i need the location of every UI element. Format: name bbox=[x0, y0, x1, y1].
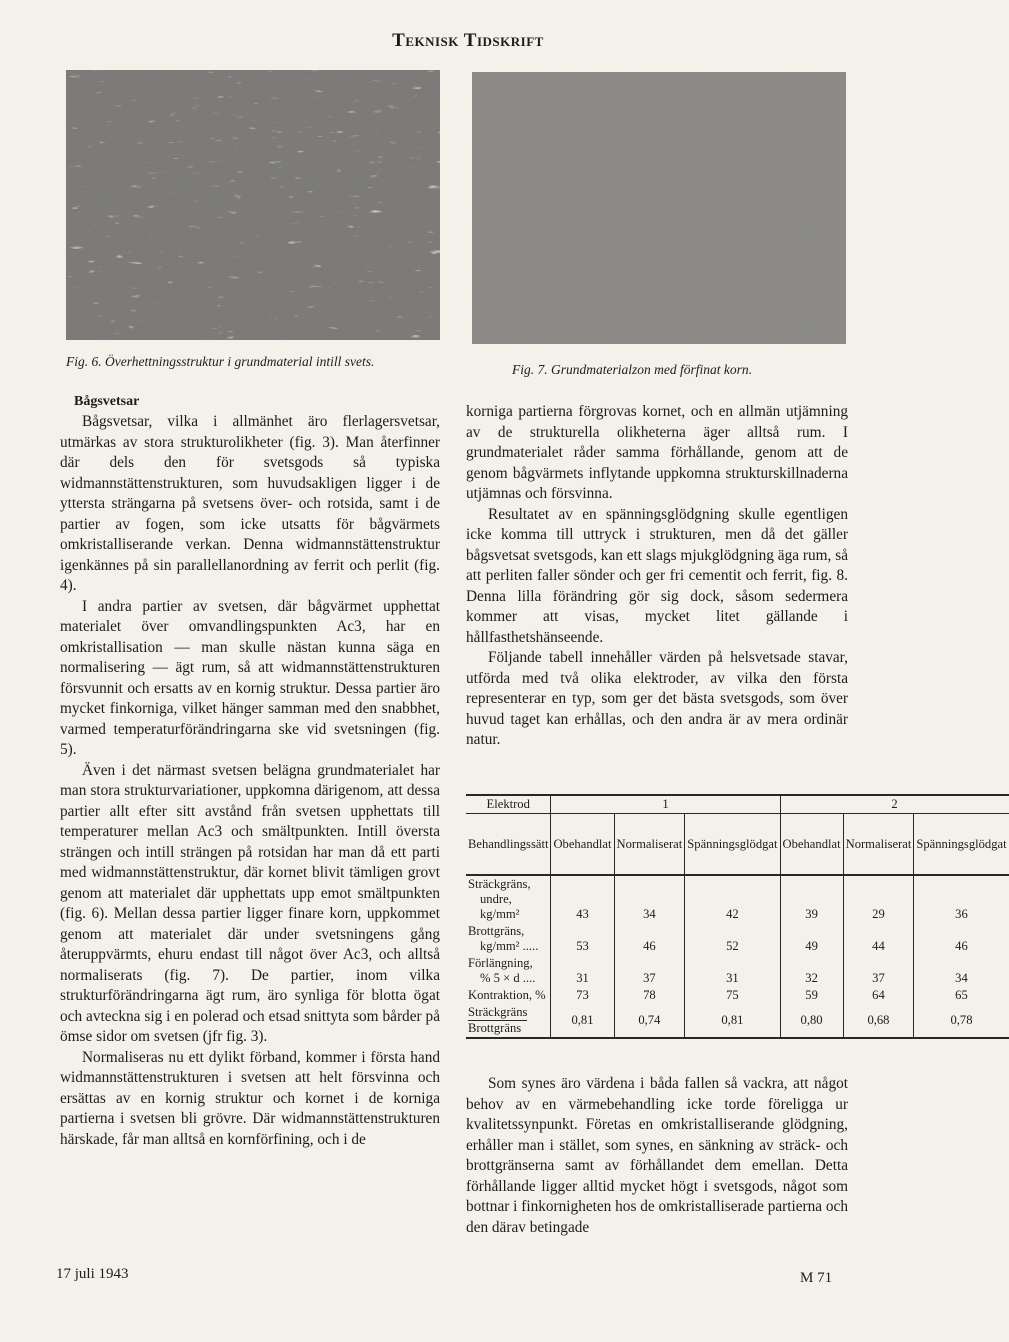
table-cell: 42 bbox=[685, 875, 780, 923]
micrograph-fine-icon bbox=[472, 72, 846, 344]
results-table bbox=[466, 794, 1009, 1039]
right-column-bottom bbox=[466, 1074, 848, 1238]
table-row bbox=[466, 1004, 1009, 1038]
table-cell: 0,80 bbox=[780, 1004, 843, 1038]
row-label: Sträckgräns, bbox=[468, 877, 531, 891]
treatment-col: Obehandlat bbox=[551, 814, 614, 876]
row-label: Sträckgräns bbox=[468, 1005, 528, 1019]
treatment-col: Normaliserat bbox=[843, 814, 914, 876]
table-cell: 0,81 bbox=[685, 1004, 780, 1038]
table-cell: 0,68 bbox=[843, 1004, 914, 1038]
paragraph: I andra partier av svetsen, där bågvärmet upphettat materialet över omvandlingspunkten Ac3, har en omkristallisation — man skulle nästan kunna säga en normalisering — ägt rum, så att widmannstättenstrukturen försvunnit och ersatts av en kornig struktur. Dessa partier äro mycket finkorniga, vilket hänger samman med den snabbhet, varmed temperaturförändringarna ske vid svetsningen (fig. 5). bbox=[60, 597, 440, 758]
electrode-2-header: 2 bbox=[780, 795, 1009, 814]
table-cell: 0,74 bbox=[614, 1004, 685, 1038]
treatment-col: Spänningsglödgat bbox=[914, 814, 1009, 876]
figure-7-caption: Fig. 7. Grundmaterialzon med förfinat korn. bbox=[512, 362, 752, 377]
table-cell: 49 bbox=[780, 923, 843, 955]
table-cell: 31 bbox=[685, 955, 780, 987]
paragraph: Som synes äro värdena i båda fallen så vackra, att något behov av en värmebehandling icke torde föreligga ur kvalitetssynpunkt. Företas en omkristalliserande glödgning, erhåller man i stället, som synes, en sänkning av sträck- och brottgränserna samt av förhållandet dem emellan. Detta förhållande ligger alltid mycket högt i svetsgods, något som bottnar i finkornigheten hos de omkristalliserade partierna och den därav betingade bbox=[466, 1075, 848, 1236]
electrode-1-header: 1 bbox=[551, 795, 780, 814]
paragraph: Normaliseras nu ett dylikt förband, kommer i första hand widmannstättenstrukturen i svetsen att helt försvinna och ersättas av en kornig struktur och kornet i de korniga partierna i svetsen bli grövre. Där widmannstättenstrukturen härskade, får man alltså en kornförfining, och i de bbox=[60, 1048, 440, 1148]
right-column-top bbox=[466, 402, 848, 751]
section-heading: Bågsvetsar bbox=[74, 394, 140, 409]
micrograph-coarse-icon bbox=[66, 70, 440, 340]
treatment-header: Behandlingssätt bbox=[466, 814, 551, 876]
table-cell: 32 bbox=[780, 955, 843, 987]
table-cell: 39 bbox=[780, 875, 843, 923]
table-row bbox=[466, 987, 1009, 1004]
table-cell: 34 bbox=[914, 955, 1009, 987]
row-label: Brottgräns bbox=[468, 1021, 522, 1035]
paragraph: korniga partierna förgrovas kornet, och en allmän utjämning av de strukturella olikheterna äger alltså rum. I grundmaterialet råder samma förhållande, genom att de genom bågvärmets inflytande uppkomna strukturskillnaderna utjämnas och försvinna. bbox=[466, 403, 848, 502]
row-label: Kontraktion, % bbox=[468, 988, 546, 1002]
page-number: M 71 bbox=[800, 1270, 833, 1286]
table-row bbox=[466, 875, 1009, 923]
paragraph: Resultatet av en spänningsglödgning skulle egentligen icke komma till uttryck i strukturen, men då det gäller bågsvetsat svetsgods, kan ett slags mjukglödgning äga rum, så att perliten faller sönder och ger fri cementit och ferrit, fig. 8. Denna lilla förändring gör sig dock, såsom sedermera kommer att visas, mycket litet gällande i hållfasthetshänseende. bbox=[466, 505, 848, 646]
table-cell: 59 bbox=[780, 987, 843, 1004]
paragraph: Bågsvetsar, vilka i allmänhet äro flerlagersvetsar, utmärkas av stora strukturolikheter (fig. 3). Man återfinner där dels den för svetsgods så typiska widmannstättenstrukturen, som huvudsakligen ligger i de yttersta strängarna på svetsens över- och rotsida, samt i de partier av fogen, som icke utsatts för bågvärmets omkristalliserande verkan. Denna widmannstättenstruktur igenkännes på sin parallellanordning av ferrit och perlit (fig. 4). bbox=[60, 413, 440, 594]
row-label: Brottgräns, bbox=[468, 924, 525, 938]
table-row bbox=[466, 923, 1009, 955]
journal-title: Teknisk Tidskrift bbox=[392, 30, 544, 51]
table-cell: 46 bbox=[914, 923, 1009, 955]
electrode-header: Elektrod bbox=[466, 795, 551, 814]
table-cell: 65 bbox=[914, 987, 1009, 1004]
table-cell: 37 bbox=[843, 955, 914, 987]
table-cell: 53 bbox=[551, 923, 614, 955]
table-cell: 31 bbox=[551, 955, 614, 987]
table-row bbox=[466, 955, 1009, 987]
table-cell: 0,78 bbox=[914, 1004, 1009, 1038]
table-cell: 75 bbox=[685, 987, 780, 1004]
left-column bbox=[60, 392, 440, 1150]
table-cell: 52 bbox=[685, 923, 780, 955]
figure-6-caption: Fig. 6. Överhettningsstruktur i grundmaterial intill svets. bbox=[66, 354, 375, 369]
treatment-col: Obehandlat bbox=[780, 814, 843, 876]
row-label: Förlängning, bbox=[468, 956, 533, 970]
treatment-col: Spänningsglödgat bbox=[685, 814, 780, 876]
table-cell: 34 bbox=[614, 875, 685, 923]
table-cell: 0,81 bbox=[551, 1004, 614, 1038]
table-cell: 29 bbox=[843, 875, 914, 923]
paragraph: Även i det närmast svetsen belägna grundmaterialet har man stora strukturvariationer, uppkomna därigenom, att dessa partier allt efter sitt avstånd från svetsen upphettats till temperaturer mellan Ac3 och smältpunkten. Intill översta strängen och intill strängen på rotsidan har man då ett parti med widmannstättenstruktur, där kornet blivit tämligen grovt genom att materialet där upphettats upp emot smältpunkten (fig. 6). Mellan dessa partier ligger finare korn, uppkommet genom att materialet där under svetsningens gång återuppvärmts, ehuru endast till något över Ac3, och alltså normaliserats (fig. 7). De partier, inom vilka strukturförändringarna ägt rum, äro synliga för blotta ögat och avteckna sig i en polerad och etsad snittyta som bårder på ömse sidor om svetsen (jfr fig. 3). bbox=[60, 761, 440, 1045]
row-label: % 5 × d .... bbox=[480, 971, 536, 985]
table-cell: 78 bbox=[614, 987, 685, 1004]
table-cell: 44 bbox=[843, 923, 914, 955]
row-label: undre, kg/mm² bbox=[480, 892, 520, 921]
table-cell: 64 bbox=[843, 987, 914, 1004]
figure-6-image bbox=[66, 70, 440, 340]
table-cell: 36 bbox=[914, 875, 1009, 923]
row-label: kg/mm² ..... bbox=[480, 939, 539, 953]
table-cell: 73 bbox=[551, 987, 614, 1004]
table-cell: 46 bbox=[614, 923, 685, 955]
treatment-col: Normaliserat bbox=[614, 814, 685, 876]
paragraph: Följande tabell innehåller värden på helsvetsade stavar, utförda med två olika elektroder, av vilka den första representerar en typ, som ger det bästa svetsgods, som över huvud taget kan erhållas, och den andra är av mera ordinär natur. bbox=[466, 649, 848, 748]
table-cell: 43 bbox=[551, 875, 614, 923]
table-cell: 37 bbox=[614, 955, 685, 987]
issue-date: 17 juli 1943 bbox=[56, 1266, 129, 1282]
figure-7-image bbox=[472, 72, 846, 344]
